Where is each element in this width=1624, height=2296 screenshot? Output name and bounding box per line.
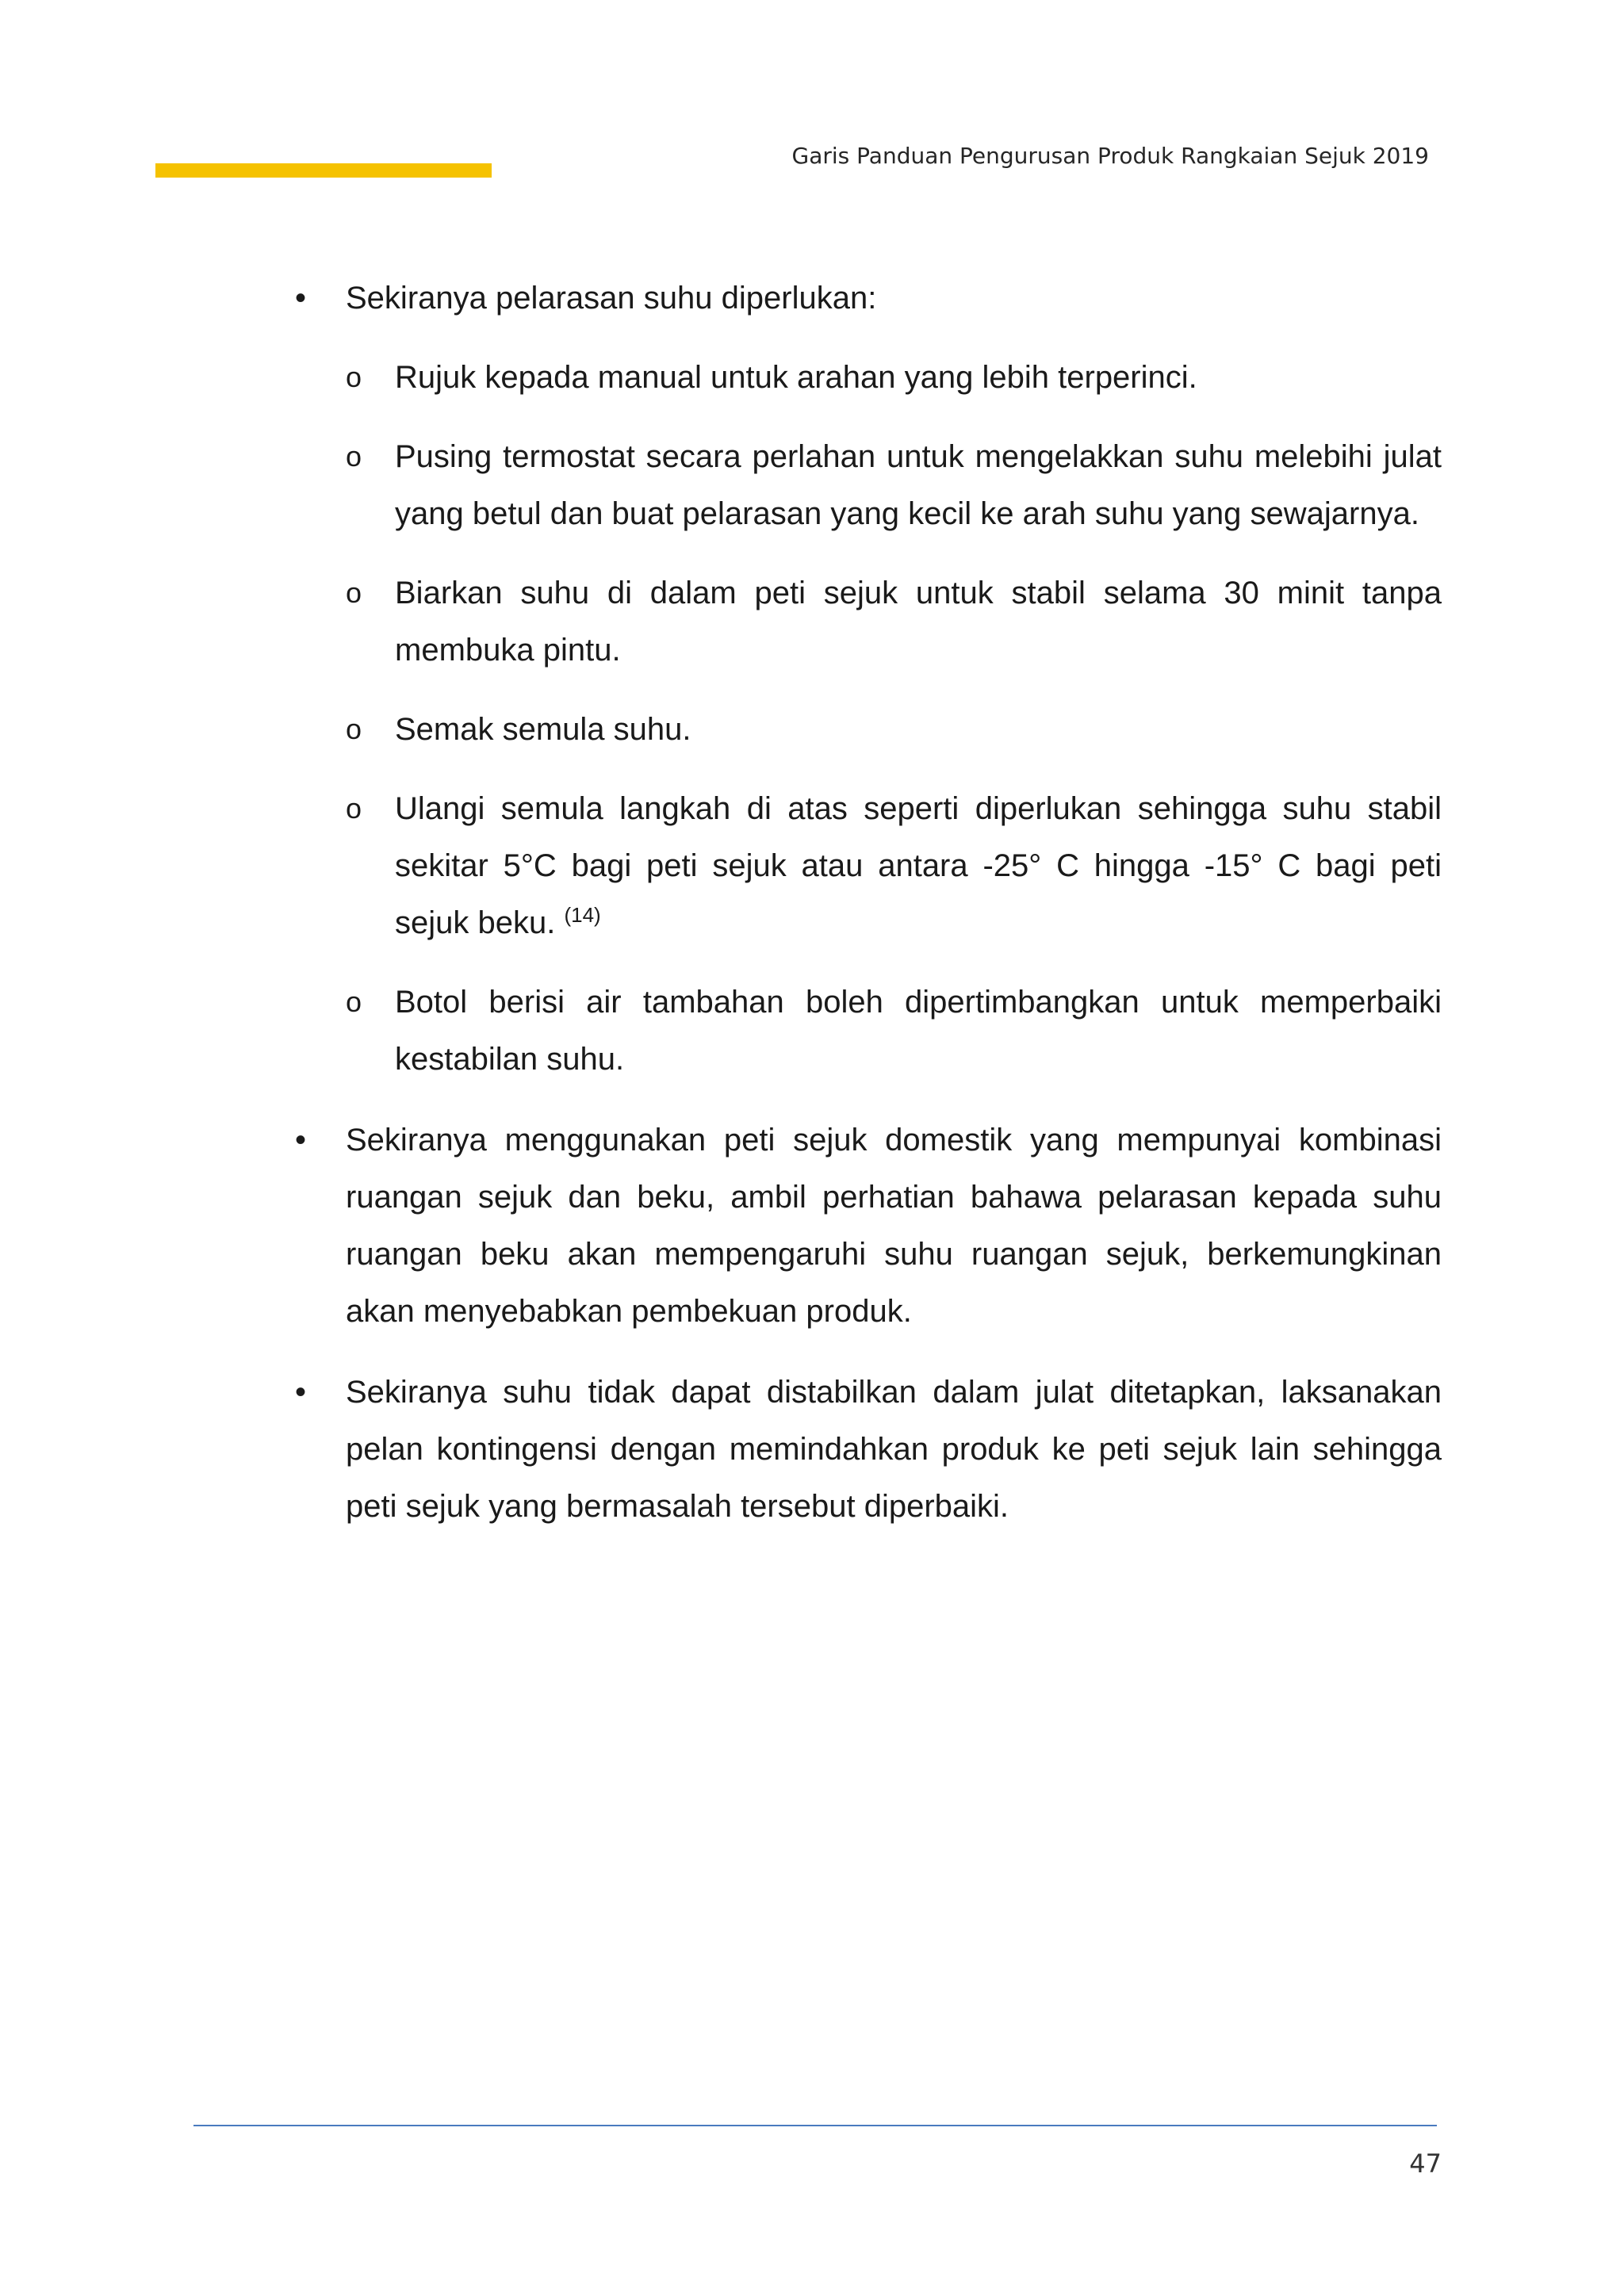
- sub-item-text: Botol berisi air tambahan boleh dipertimbangkan untuk memperbaiki kestabilan suhu.: [395, 985, 1442, 1077]
- bullet-item: [295, 1364, 1442, 1535]
- bullet-dot-icon: •: [295, 281, 307, 316]
- bullet-text: Sekiranya pelarasan suhu diperlukan:: [346, 281, 877, 316]
- hollow-circle-bullet-icon: o: [346, 985, 362, 1018]
- citation-reference: (14): [564, 903, 601, 927]
- page-content: [295, 270, 1442, 1559]
- bullet-dot-icon: •: [295, 1375, 307, 1410]
- footer-rule: [193, 2125, 1437, 2126]
- hollow-circle-bullet-icon: o: [346, 440, 362, 473]
- sub-list-item: [346, 564, 1442, 679]
- hollow-circle-bullet-icon: o: [346, 713, 362, 745]
- hollow-circle-bullet-icon: o: [346, 361, 362, 393]
- sub-list-item: [346, 701, 1442, 758]
- running-header-title: Garis Panduan Pengurusan Produk Rangkaian Sejuk 2019: [791, 143, 1429, 169]
- sub-list-item: [346, 780, 1442, 951]
- sub-list-item: [346, 428, 1442, 542]
- page-number: 47: [1409, 2149, 1442, 2179]
- bullet-item: [295, 270, 1442, 1088]
- bullet-text: Sekiranya menggunakan peti sejuk domestik yang mempunyai kombinasi ruangan sejuk dan beku, ambil perhatian bahawa pelarasan kepada suhu ruangan beku akan mempengaruhi suhu ruangan sejuk, berkemungkinan akan menyebabkan pembekuan produk.: [346, 1123, 1442, 1329]
- sub-item-text-body: Ulangi semula langkah di atas seperti diperlukan sehingga suhu stabil sekitar 5°C bagi peti sejuk atau antara -25° C hingga -15° C bagi peti sejuk beku.: [395, 791, 1442, 940]
- sub-item-text: Rujuk kepada manual untuk arahan yang lebih terperinci.: [395, 360, 1197, 395]
- bullet-text: Sekiranya suhu tidak dapat distabilkan dalam julat ditetapkan, laksanakan pelan kontingensi dengan memindahkan produk ke peti sejuk lain sehingga peti sejuk yang bermasalah tersebut diperbaiki.: [346, 1375, 1442, 1524]
- sub-item-text: Pusing termostat secara perlahan untuk mengelakkan suhu melebihi julat yang betul dan buat pelarasan yang kecil ke arah suhu yang sewajarnya.: [395, 439, 1442, 531]
- sub-item-text: Semak semula suhu.: [395, 712, 691, 747]
- bullet-dot-icon: •: [295, 1123, 307, 1158]
- sub-item-text: [395, 780, 1442, 951]
- hollow-circle-bullet-icon: o: [346, 576, 362, 609]
- sub-list-item: [346, 974, 1442, 1088]
- sub-item-text: Biarkan suhu di dalam peti sejuk untuk stabil selama 30 minit tanpa membuka pintu.: [395, 576, 1442, 668]
- sub-list-item: [346, 349, 1442, 406]
- sub-list: [346, 349, 1442, 1088]
- hollow-circle-bullet-icon: o: [346, 792, 362, 825]
- header-accent-bar: [155, 163, 492, 178]
- bullet-item: [295, 1112, 1442, 1340]
